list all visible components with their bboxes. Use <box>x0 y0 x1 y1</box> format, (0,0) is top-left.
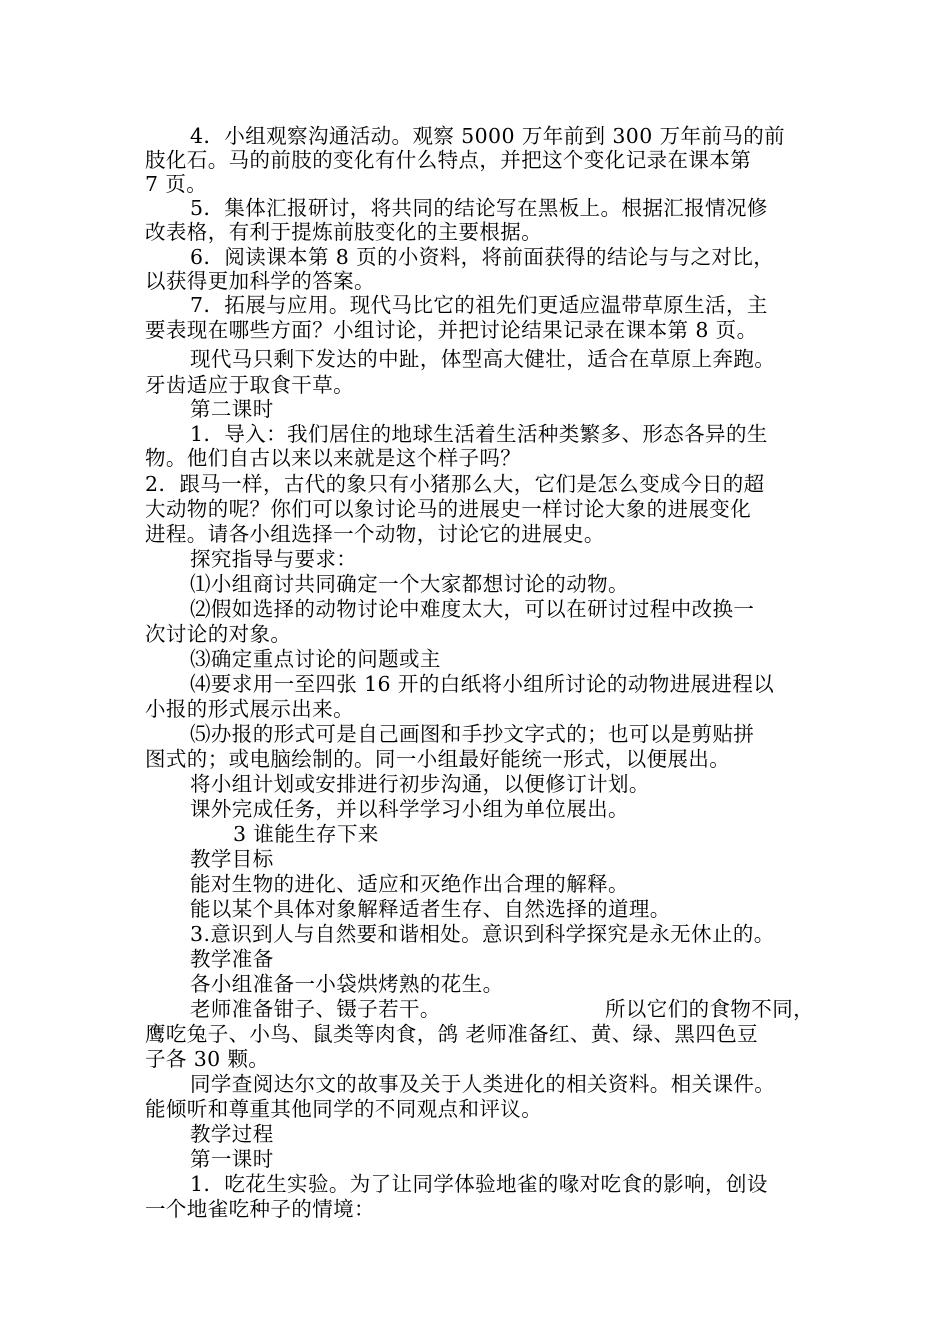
text-line: 图式的；或电脑绘制的。同一小组最好能统一形式，以便展出。 <box>145 747 731 771</box>
text-line: 6．阅读课本第 8 页的小资料，将前面获得的结论与与之对比， <box>190 245 775 269</box>
text-line: 物。他们自古以来以来就是这个样子吗？ <box>145 446 522 470</box>
text-line: 5．集体汇报研讨，将共同的结论写在黑板上。根据汇报情况修 <box>190 196 768 220</box>
text-line: 7．拓展与应用。现代马比它的祖先们更适应温带草原生活，主 <box>190 293 768 317</box>
text-line: 老师准备钳子、镊子若干。 <box>190 997 441 1021</box>
text-line: 一个地雀吃种子的情境： <box>145 1197 375 1221</box>
text-line: 牙齿适应于取食干草。 <box>145 373 354 397</box>
text-line: 能倾听和尊重其他同学的不同观点和评议。 <box>145 1097 543 1121</box>
text-line: 能对生物的进化、适应和灭绝作出合理的解释。 <box>190 872 629 896</box>
text-line: 以获得更加科学的答案。 <box>145 269 375 293</box>
section-heading: 第一课时 <box>190 1147 274 1171</box>
text-line: 改表格，有利于提炼前肢变化的主要根据。 <box>145 220 543 244</box>
text-line: 将小组计划或安排进行初步沟通，以便修订计划。 <box>190 772 650 796</box>
text-line: 探究指导与要求： <box>190 547 358 571</box>
text-line: 课外完成任务，并以科学学习小组为单位展出。 <box>190 797 629 821</box>
text-line: ⑸办报的形式可是自己画图和手抄文字式的；也可以是剪贴拼 <box>190 722 755 746</box>
text-line: 次讨论的对象。 <box>145 622 292 646</box>
section-heading: 教学准备 <box>190 947 274 971</box>
text-line: 1．导入：我们居住的地球生活着生活种类繁多、形态各异的生 <box>190 422 768 446</box>
section-title: 3 谁能生存下来 <box>233 822 379 846</box>
section-heading: 教学过程 <box>190 1122 274 1146</box>
text-line: 3.意识到人与自然要和谐相处。意识到科学探究是永无休止的。 <box>190 922 775 946</box>
text-line: 同学查阅达尔文的故事及关于人类进化的相关资料。相关课件。 <box>190 1072 776 1096</box>
text-line: 鹰吃兔子、小鸟、鼠类等肉食，鸽 老师准备红、黄、绿、黑四色豆 <box>145 1022 759 1046</box>
text-line: 现代马只剩下发达的中趾，体型高大健壮，适合在草原上奔跑。 <box>190 347 776 371</box>
text-line: 1．吃花生实验。为了让同学体验地雀的喙对吃食的影响，创设 <box>190 1172 768 1196</box>
text-line: 要表现在哪些方面？小组讨论，并把讨论结果记录在课本第 8 页。 <box>145 318 758 342</box>
text-line: 子各 30 颗。 <box>145 1047 270 1071</box>
text-fragment: 所以它们的食物不同， <box>605 997 814 1021</box>
text-line: ⑵假如选择的动物讨论中难度太大，可以在研讨过程中改换一 <box>190 597 755 621</box>
text-line: 大动物的呢？你们可以象讨论马的进展史一样讨论大象的进展变化 <box>145 497 752 521</box>
text-line: 7 页。 <box>145 172 208 196</box>
text-line: 2．跟马一样，古代的象只有小猪那么大，它们是怎么变成今日的超 <box>145 472 765 496</box>
text-line: ⑶确定重点讨论的问题或主 <box>190 647 441 671</box>
text-line: ⑴小组商讨共同确定一个大家都想讨论的动物。 <box>190 572 629 596</box>
text-line: 小报的形式展示出来。 <box>145 697 354 721</box>
text-line: 能以某个具体对象解释适者生存、自然选择的道理。 <box>190 897 671 921</box>
text-line: ⑷要求用一至四张 16 开的白纸将小组所讨论的动物进展进程以 <box>190 672 775 696</box>
text-line: 4．小组观察沟通活动。观察 5000 万年前到 300 万年前马的前 <box>190 124 786 148</box>
section-heading: 第二课时 <box>190 397 274 421</box>
text-line: 各小组准备一小袋烘烤熟的花生。 <box>190 972 504 996</box>
text-line: 进程。请各小组选择一个动物，讨论它的进展史。 <box>145 522 605 546</box>
text-line: 肢化石。马的前肢的变化有什么特点，并把这个变化记录在课本第 <box>145 148 752 172</box>
section-heading: 教学目标 <box>190 847 274 871</box>
